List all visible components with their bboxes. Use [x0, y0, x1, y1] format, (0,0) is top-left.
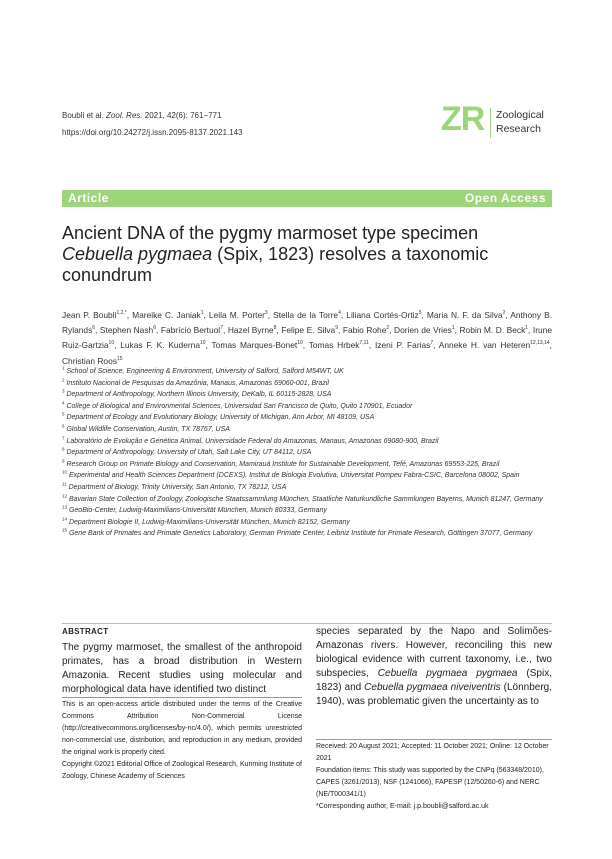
affiliation-item: $^{15}$ Gene Bank of Primates and Primate Genetics Laboratory, German Primate Center, Leibniz Institute for Primate Research, Göttingen 37077, Germany: [62, 527, 533, 538]
affiliation-item: $^5$ Department of Ecology and Evolutionary Biology, University of Michigan, Ann Arbor, MI 48109, USA: [62, 412, 375, 422]
section-divider: [62, 623, 552, 624]
author-name: Irune Ruiz-Gartzia$^{10}$: [62, 325, 552, 351]
affiliation-item: $^{12}$ Bavarian State Collection of Zoology, Zoologische Staatssammlung München, Staatliche Naturkundliche Sammlungen Bayerns, Munich 81247, Germany: [62, 493, 543, 503]
species-name: Cebuella pygmaea: [62, 244, 213, 264]
logo-mark: ZR: [441, 100, 485, 138]
affiliation-item: $^{11}$ Department of Biology, Trinity University, San Antonio, TX 78212, USA: [62, 481, 287, 491]
author-name: Maria N. F. da Silva$^2$: [426, 310, 506, 320]
author-name: Dorien de Vries$^1$: [394, 325, 455, 336]
author-name: Christian Roos$^{15}$: [62, 355, 123, 366]
author-name: Lukas F. K. Kuderna$^{10}$: [120, 340, 206, 351]
corresponding-author[interactable]: *Corresponding author, E-mail: j.p.boubli@salford.ac.uk: [316, 803, 489, 810]
author-name: Liliana Cortés-Ortiz$^5$: [346, 310, 422, 320]
affiliation-item: $^{14}$ Department Biologie II, Ludwig-Maximilians-Universität München, Munich 82152, Germany: [62, 516, 350, 526]
abstract-heading: ABSTRACT: [62, 627, 109, 636]
author-name: Hazel Byrne$^8$: [227, 325, 277, 336]
abstract-text-left: The pygmy marmoset, the smallest of the anthropoid primates, has a broad distribution in Western Amazonia. Recent studies using molecular and morphological data have identified two distinct: [62, 642, 302, 695]
article-label: Article: [68, 191, 109, 205]
author-name: Tomas Hrbek$^{7,11}$: [308, 340, 369, 351]
article-dates-note: [316, 739, 552, 813]
author-name: Anneke H. van Heteren$^{12,13,14}$: [438, 340, 550, 351]
copyright-text: Copyright ©2021 Editorial Office of Zoological Research, Kunming Institute of Zoology, Chinese Academy of Sciences: [62, 761, 302, 780]
author-name: Stephen Nash$^6$: [99, 325, 156, 336]
author-name: Jean P. Boubli$^{1,2,*}$: [62, 310, 127, 320]
funding-info: Foundation items: This study was supported by the CNPq (563348/2010), CAPES (3261/2013), NSF (1241066), FAPESP (12/50260-6) and NERC (NE/T000341/1): [316, 767, 544, 798]
affiliation-list: [62, 366, 552, 540]
affiliation-item: $^1$ School of Science, Engineering & Environment, University of Salford, Salford M54WT, UK: [62, 365, 344, 375]
author-name: Anthony B. Rylands$^6$: [62, 310, 553, 336]
citation-block: [62, 107, 243, 141]
author-name: Leila M. Porter$^3$: [208, 310, 268, 320]
article-type-banner: [62, 190, 552, 207]
open-access-label: Open Access: [464, 191, 546, 205]
abstract-text-right: species separated by the Napo and Solimões-Amazonas rivers. However, reconciling this new biological evidence with current taxonomy, i.e., two subspecies, Cebuella pygmaea pygmaea (Spix, 1823) and Cebuella pygmaea niveiventris (Lönnberg, 1940), was problematic given the uncertainty as to: [316, 626, 553, 707]
journal-citation: Boubli et al. Zool. Res. 2021, 42(6): 761−771: [62, 111, 222, 120]
author-name: Izeni P. Farias$^7$: [374, 340, 434, 351]
author-name: Felipe E. Silva$^9$: [281, 325, 338, 336]
author-name: Robin M. D. Beck$^1$: [459, 325, 529, 336]
license-note: [62, 697, 302, 783]
affiliation-item: $^8$ Department of Anthropology, University of Utah, Salt Lake City, UT 84112, USA: [62, 446, 312, 457]
author-list: Jean P. Boubli$^{1,2,*}$, Mareike C. Janiak$^1$, Leila M. Porter$^3$, Stella de la Torre$^4$, Liliana Cortés-Ortiz$^5$, Maria N. F. da Silva$^2$, Anthony B. Rylands$^6$, Stephen Nash$^6$, Fabrício Bertuol$^7$, Hazel Byrne$^8$, Felipe E. Silva$^9$, Fabio Rohe$^2$, Dorien de Vries$^1$, Robin M. D. Beck$^1$, Irune Ruiz-Gartzia$^{10}$, Lukas F. K. Kuderna$^{10}$, Tomas Marques-Bonet$^{10}$, Tomas Hrbek$^{7,11}$, Izeni P. Farias$^7$, Anneke H. van Heteren$^{12,13,14}$, Christian Roos$^{15}$: [62, 310, 553, 366]
affiliation-item: $^7$ Laboratório de Evolução e Genética Animal, Universidade Federal do Amazonas, Manaus, Amazonas 69080-900, Brazil: [62, 435, 439, 445]
journal-abbrev: Zool. Res.: [106, 111, 143, 120]
received-dates: Received: 20 August 2021; Accepted: 11 October 2021; Online: 12 October 2021: [316, 743, 549, 762]
logo-text: Zoological Research: [496, 109, 544, 135]
doi-link[interactable]: https://doi.org/10.24272/j.issn.2095-8137.2021.143: [62, 128, 243, 137]
article-title: Ancient DNA of the pygmy marmoset type specimen Cebuella pygmaea (Spix, 1823) resolves a taxonomic conundrum: [62, 223, 489, 285]
affiliation-item: $^2$ Instituto Nacional de Pesquisas da Amazônia, Manaus, Amazonas 69060-001, Brazil: [62, 377, 329, 387]
license-text: This is an open-access article distributed under the terms of the Creative Commons Attribution Non-Commercial License (http://creativecommons.org/licenses/by-nc/4.0/), which permits unrestricted non-commercial use, distribution, and reproduction in any medium, provided the original work is properly cited.: [62, 701, 302, 756]
logo-divider: [490, 108, 491, 138]
author-name: Tomas Marques-Bonet$^{10}$: [211, 340, 303, 351]
author-name: Stella de la Torre$^4$: [273, 310, 341, 320]
affiliation-item: $^4$ College of Biological and Environmental Sciences, Universidad San Francisco de Quito, Quito 170901, Ecuador: [62, 400, 413, 410]
affiliation-item: $^{10}$ Experimental and Health Sciences Department (DCEXS), Institut de Biologia Evolutiva, Universitat Pompeu Fabra-CSIC, Barcelona 08002, Spain: [62, 470, 520, 480]
author-name: Mareike C. Janiak$^1$: [132, 310, 204, 320]
affiliation-item: $^{13}$ GeoBio-Center, Ludwig-Maximilians-Universität München, Munich 80333, Germany: [62, 504, 327, 515]
author-name: Fabio Rohe$^2$: [342, 325, 390, 336]
affiliation-item: $^6$ Global Wildlife Conservation, Austin, TX 78767, USA: [62, 423, 230, 433]
affiliation-item: $^3$ Department of Anthropology, Northern Illinois University, DeKalb, IL 60115-2828, USA: [62, 388, 332, 399]
affiliation-item: $^9$ Research Group on Primate Biology and Conservation, Mamirauá Institute for Sustainable Development, Tefé, Amazonas 69553-225, Brazil: [62, 458, 500, 468]
author-name: Fabrício Bertuol$^7$: [160, 325, 223, 336]
